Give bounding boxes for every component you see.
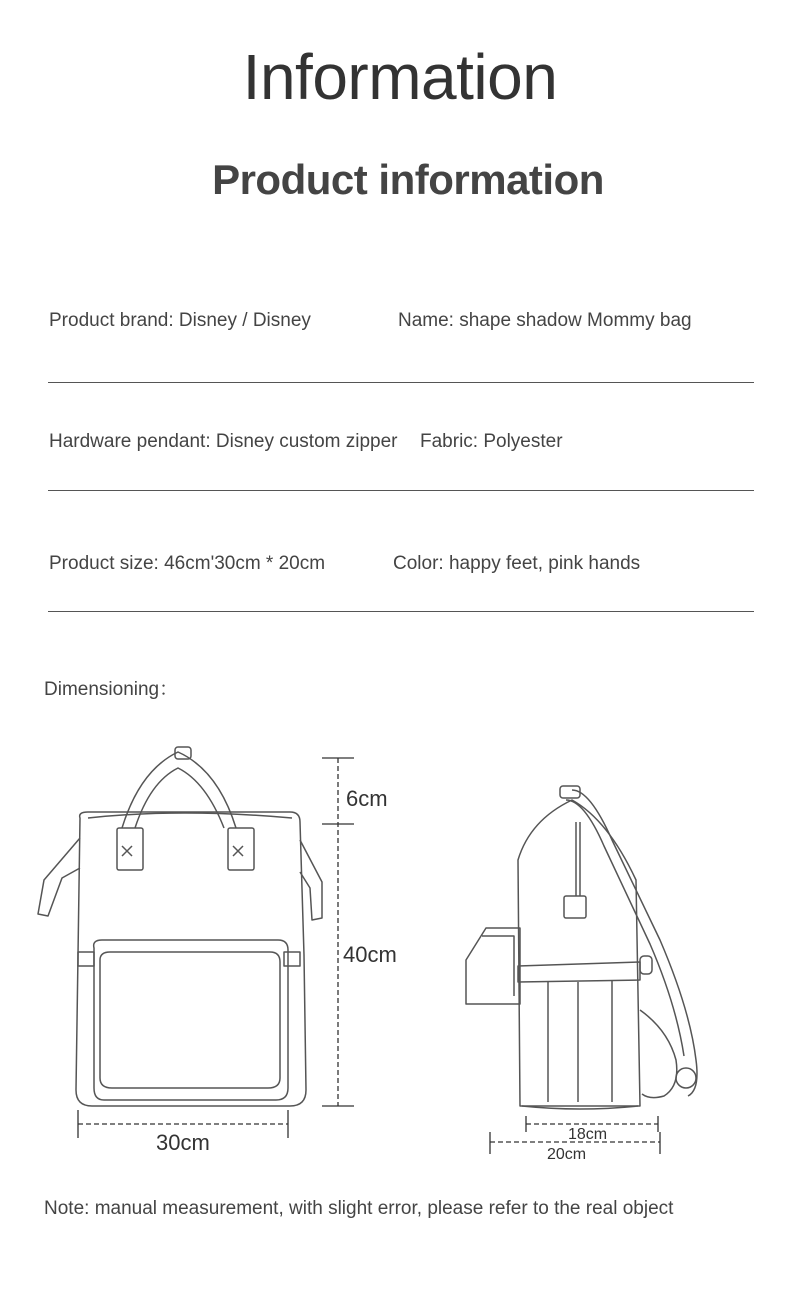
bag-front-illustration [38,747,322,1106]
front-body-height-label: 40cm [343,942,397,967]
side-inner-depth-label: 18cm [568,1126,608,1143]
page-title: Information [242,41,558,113]
measurement-note: Note: manual measurement, with slight error, please refer to the real object [44,1198,674,1219]
section-subtitle: Product information [212,156,604,203]
spec-name: Name: shape shadow Mommy bag [398,310,692,331]
dimension-drawing [0,700,800,1180]
side-outer-depth-label: 20cm [547,1146,587,1163]
front-width-label: 30cm [156,1130,210,1155]
front-handle-height-label: 6cm [346,786,388,811]
spec-brand: Product brand: Disney / Disney [49,310,311,331]
spec-hardware: Hardware pendant: Disney custom zipper [49,431,398,452]
spec-size: Product size: 46cm'30cm * 20cm [49,553,326,574]
spec-color: Color: happy feet, pink hands [393,553,641,574]
dimensioning-label: Dimensioning： [44,679,179,700]
bag-side-illustration [466,786,697,1109]
spec-fabric: Fabric: Polyester [420,431,563,452]
divider [48,382,754,383]
divider [48,611,754,612]
divider [48,490,754,491]
